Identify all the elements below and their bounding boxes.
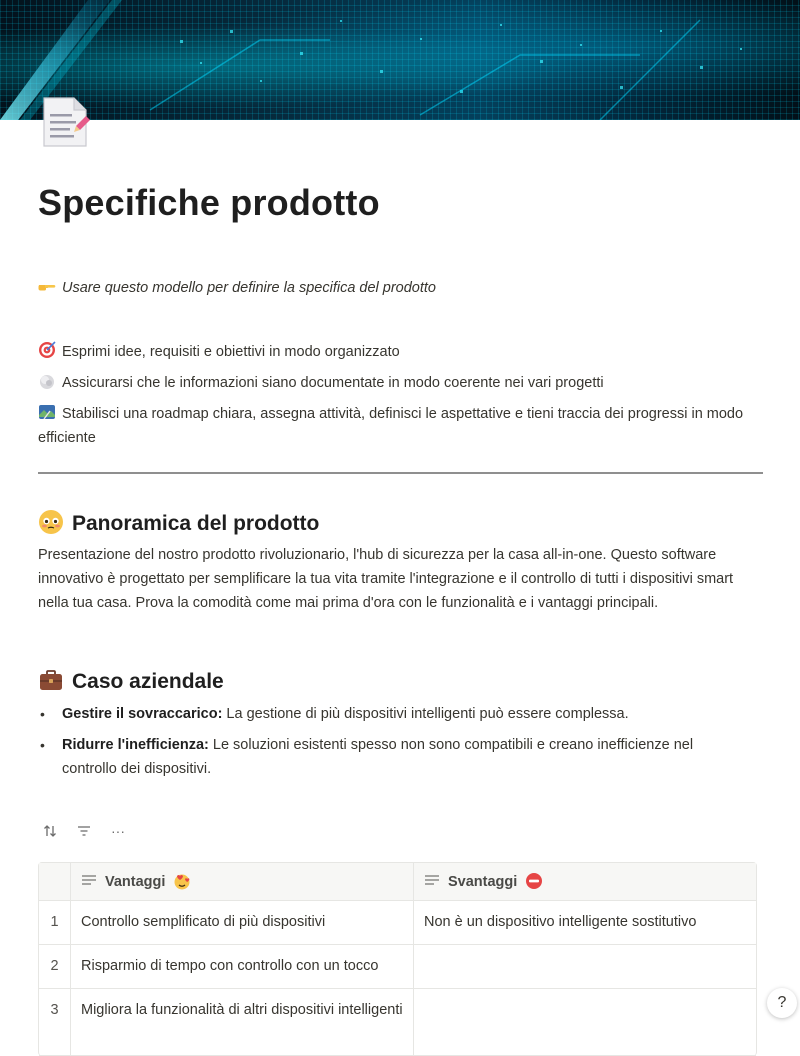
list-item: • Gestire il sovraccarico: La gestione di più dispositivi intelligenti può essere complessa. (40, 706, 629, 722)
text-property-icon (81, 874, 97, 888)
pointing-hand-icon (38, 277, 56, 295)
intro-text: Usare questo modello per definire la specifica del prodotto (62, 280, 436, 296)
benefit-text: Assicurarsi che le informazioni siano documentate in modo coerente nei vari progetti (62, 375, 604, 391)
more-options-button[interactable]: ··· (111, 823, 125, 839)
benefit-text: Esprimi idee, requisiti e obiettivi in modo organizzato (62, 344, 400, 360)
table-row[interactable] (39, 989, 756, 1056)
filter-icon (76, 823, 92, 839)
row-number-header (39, 863, 71, 900)
no-entry-icon (525, 872, 543, 890)
heart-face-icon (173, 872, 191, 890)
table-row[interactable] (39, 945, 756, 989)
sort-button[interactable] (40, 821, 60, 841)
cover-image (0, 0, 800, 120)
overview-paragraph: Presentazione del nostro prodotto rivoluzionario, l'hub di sicurezza per la casa all-in-one. Questo software innovativo è progettato per semplificare la tua vita tramite l'integrazione e il controllo di tutti i dispositivi smart nella tua casa. Prova la comodità come mai prima d'ora con le funzionalità e i vantaggi principali. (38, 547, 734, 611)
filter-button[interactable] (74, 821, 94, 841)
column-header-label: Vantaggi (105, 874, 166, 890)
column-header-vantaggi[interactable] (71, 863, 414, 900)
overview-heading-text: Panoramica del prodotto (72, 512, 320, 535)
column-header-label: Svantaggi (448, 874, 518, 890)
document-page-icon[interactable] (40, 92, 94, 150)
cell-svantaggi[interactable] (414, 945, 756, 988)
table-header-row (39, 863, 756, 901)
roadmap-image-icon (38, 403, 56, 421)
business-case-heading (38, 667, 224, 694)
briefcase-icon (38, 667, 64, 693)
business-case-heading-text: Caso aziendale (72, 670, 224, 693)
row-number: 2 (39, 945, 71, 988)
cell-vantaggi[interactable]: Controllo semplificato di più dispositivi (71, 901, 414, 944)
cell-svantaggi[interactable]: Non è un dispositivo intelligente sostitutivo (424, 914, 697, 930)
benefit-item (38, 402, 763, 450)
bullet-bold: Gestire il sovraccarico: (62, 706, 223, 722)
pros-cons-table (38, 862, 757, 1056)
row-number: 1 (39, 901, 71, 944)
row-number: 3 (39, 989, 71, 1055)
target-icon (38, 341, 56, 359)
paper-stack-icon (38, 372, 56, 390)
sort-icon (42, 823, 58, 839)
cell-svantaggi[interactable] (414, 989, 756, 1055)
table-row[interactable] (39, 901, 756, 945)
column-header-svantaggi[interactable] (414, 863, 756, 900)
table-toolbar (40, 820, 128, 842)
text-property-icon (424, 874, 440, 888)
bullet-text: Le soluzioni esistenti spesso non sono compatibili e creano inefficienze nel controllo dei dispositivi. (62, 737, 694, 777)
overview-heading (38, 509, 319, 536)
cell-vantaggi[interactable]: Risparmio di tempo con controllo con un tocco (71, 945, 414, 988)
page-title: Specifiche prodotto (38, 182, 380, 223)
bullet-text: La gestione di più dispositivi intelligenti può essere complessa. (222, 706, 629, 722)
help-button[interactable]: ? (767, 988, 797, 1018)
bullet-bold: Ridurre l'inefficienza: (62, 737, 209, 753)
benefit-item (38, 340, 400, 364)
shy-face-icon (38, 509, 64, 535)
cell-vantaggi[interactable]: Migliora la funzionalità di altri dispositivi intelligenti (71, 989, 414, 1055)
list-item: • Ridurre l'inefficienza: Le soluzioni esistenti spesso non sono compatibili e creano inefficienze nel controllo dei dispositivi. (40, 737, 694, 777)
benefit-text: Stabilisci una roadmap chiara, assegna attività, definisci le aspettative e tieni traccia dei progressi in modo efficiente (38, 406, 744, 446)
benefit-item (38, 371, 604, 395)
intro-line (38, 276, 436, 300)
divider (38, 472, 763, 474)
